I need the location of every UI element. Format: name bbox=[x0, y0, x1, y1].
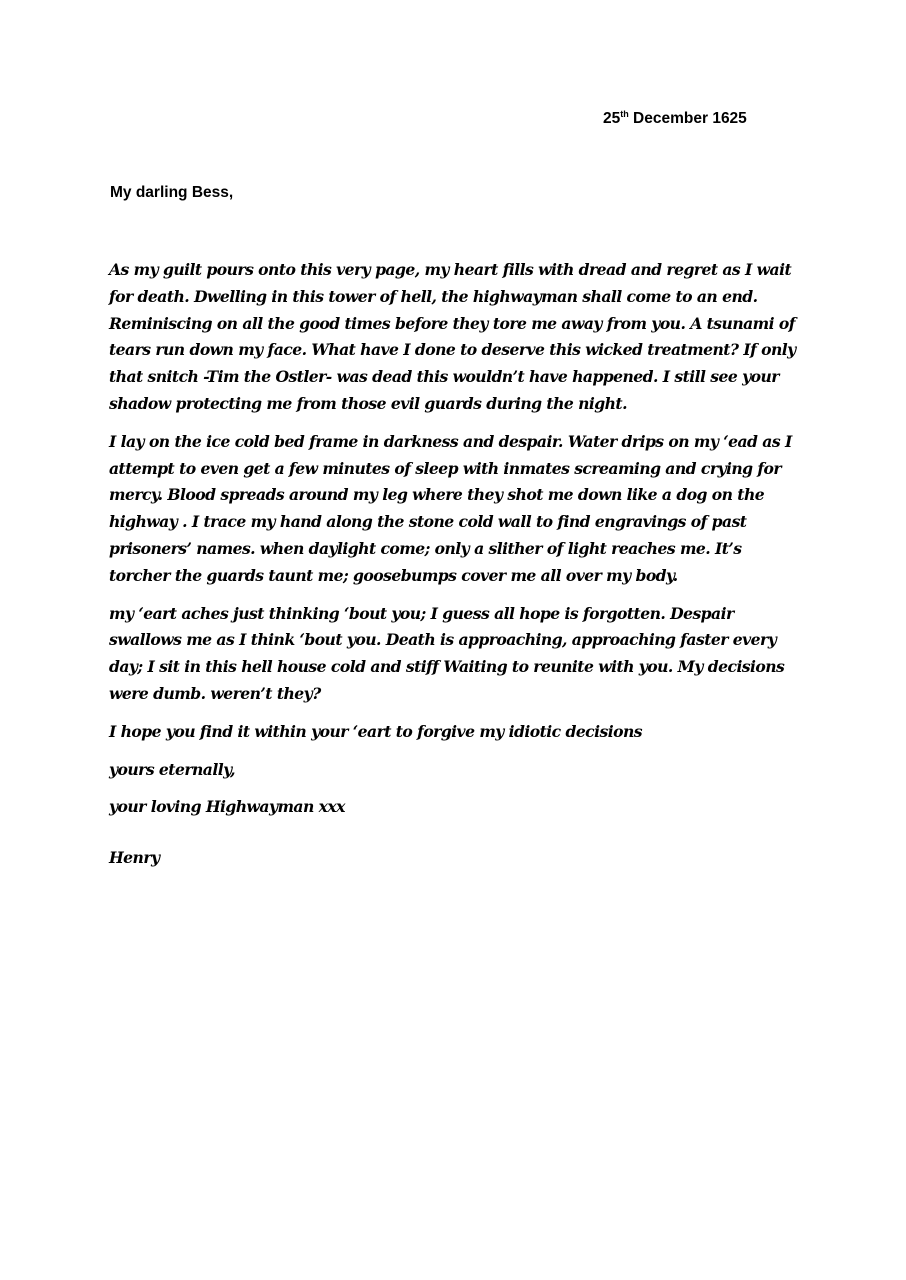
date-month-year: December 1625 bbox=[628, 110, 747, 127]
closing-line: yours eternally, bbox=[109, 759, 235, 779]
closing-line: I hope you find it within your ‘eart to forgive my idiotic decisions bbox=[109, 721, 642, 741]
date-ordinal-suffix: th bbox=[620, 109, 629, 119]
letter-salutation: My darling Bess, bbox=[110, 184, 234, 201]
letter-body bbox=[109, 257, 797, 832]
body-paragraph: As my guilt pours onto this very page, my heart fills with dread and regret as I wait for death. Dwelling in this tower of hell, the highwayman shall come to an end. Reminiscing on all the good times before they tore me away from you. A tsunami of tears run down my face. What have I done to deserve this wicked treatment? If only that snitch -Tim the Ostler- was dead this wouldn’t have happened. I still see your shadow protecting me from those evil guards during the night. bbox=[109, 260, 796, 413]
letter-date bbox=[603, 110, 747, 128]
body-paragraph: my ‘eart aches just thinking ‘bout you; I guess all hope is forgotten. Despair swallows me as I think ‘bout you. Death is approaching, approaching faster every day; I sit in this hell house cold and stiff Waiting to reunite with you. My decisions were dumb. weren’t they? bbox=[109, 603, 785, 703]
closing-line: your loving Highwayman xxx bbox=[109, 797, 345, 817]
body-paragraph: I lay on the ice cold bed frame in darkness and despair. Water drips on my ‘ead as I attempt to even get a few minutes of sleep with inmates screaming and crying for mercy. Blood spreads around my leg where they shot me down like a dog on the highway . I trace my hand along the stone cold wall to find engravings of past prisoners’ names. when daylight come; only a slither of light reaches me. It’s torcher the guards taunt me; goosebumps cover me all over my body. bbox=[109, 431, 792, 585]
date-day: 25 bbox=[603, 110, 621, 127]
letter-signature: Henry bbox=[109, 848, 160, 867]
